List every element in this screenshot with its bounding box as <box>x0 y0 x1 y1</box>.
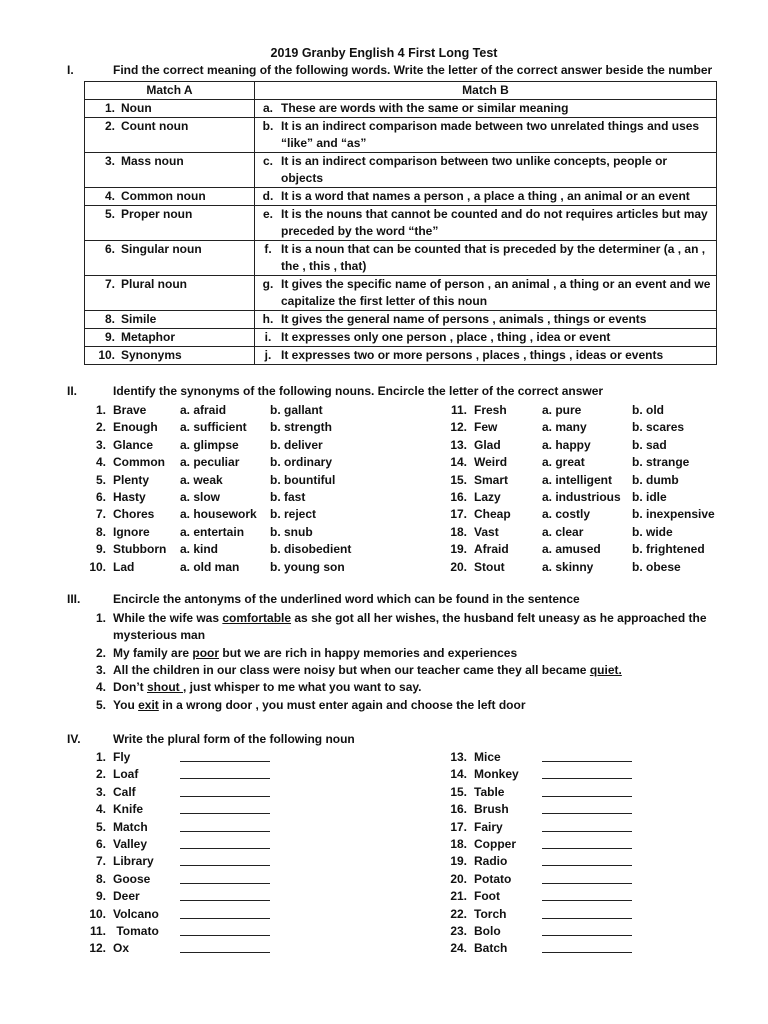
answer-blank[interactable] <box>180 853 270 866</box>
answer-blank[interactable] <box>180 888 270 901</box>
plural-word: Fairy <box>474 819 503 834</box>
plural-number: 9. <box>95 889 106 904</box>
match-row <box>85 329 717 347</box>
answer-blank[interactable] <box>542 819 632 832</box>
plural-word: Batch <box>474 941 508 956</box>
header-match-b: Match B <box>255 82 717 100</box>
match-b-cell <box>255 188 717 206</box>
match-row <box>85 311 717 329</box>
synonym-number: 11. <box>450 403 467 417</box>
option-a[interactable]: a. old man <box>180 559 240 574</box>
option-b[interactable]: b. strange <box>632 455 690 470</box>
answer-blank[interactable] <box>542 940 632 953</box>
match-b-meaning: It is an indirect comparison made between two unrelated things and uses “like” and “as” <box>281 119 700 150</box>
match-b-meaning: It is a noun that can be counted that is preceded by the determiner (a , an , the , this , that) <box>281 242 706 273</box>
plural-number: 17. <box>450 819 467 834</box>
plural-word: Calf <box>113 784 136 799</box>
synonym-word: Vast <box>474 524 499 539</box>
plural-word: Radio <box>474 854 508 869</box>
antonym-number: 2. <box>95 645 106 660</box>
synonym-word: Brave <box>113 403 147 417</box>
match-b-cell <box>255 100 717 118</box>
option-a[interactable]: a. industrious <box>542 490 621 504</box>
synonym-word: Stout <box>474 559 505 574</box>
synonym-number: 20. <box>450 559 467 574</box>
match-a-term: Singular noun <box>121 242 202 256</box>
synonym-number: 5. <box>95 472 106 487</box>
sentence-after: in a wrong door , you must enter again and choose the left door <box>158 697 526 712</box>
section-1-number: I. <box>67 63 74 77</box>
option-b[interactable]: b. scares <box>632 420 685 435</box>
antonym-number: 5. <box>95 697 106 712</box>
option-b[interactable]: b. reject <box>270 507 317 522</box>
plural-number: 15. <box>450 784 467 799</box>
section-4-number: IV. <box>67 732 81 746</box>
plural-number: 7. <box>95 854 106 869</box>
plural-word: Brush <box>474 802 509 817</box>
answer-blank[interactable] <box>180 784 270 797</box>
answer-blank[interactable] <box>180 836 270 849</box>
section-2-instruction: Identify the synonyms of the following nouns. Encircle the letter of the correct answer <box>113 384 604 398</box>
match-row <box>85 118 717 153</box>
synonym-number: 1. <box>95 403 106 417</box>
match-b-letter: f. <box>264 242 272 256</box>
antonym-sentence <box>113 679 421 696</box>
synonym-number: 6. <box>95 490 106 504</box>
match-table <box>84 81 717 365</box>
match-a-cell <box>85 276 255 311</box>
answer-blank[interactable] <box>542 749 632 762</box>
synonym-word: Afraid <box>474 542 509 557</box>
sentence-before: While the wife was <box>113 611 223 625</box>
answer-blank[interactable] <box>180 766 270 779</box>
plural-number: 18. <box>450 837 467 851</box>
antonym-number: 1. <box>95 611 106 625</box>
match-b-cell <box>255 153 717 188</box>
option-b[interactable]: b. dumb <box>632 472 679 487</box>
match-b-meaning: It expresses two or more persons , places , things , ideas or events <box>281 348 664 362</box>
underlined-word: poor <box>192 645 220 660</box>
synonym-word: Ignore <box>113 524 150 539</box>
match-a-cell <box>85 311 255 329</box>
option-a[interactable]: a. intelligent <box>542 472 613 487</box>
synonym-number: 14. <box>450 455 467 470</box>
match-a-number: 5. <box>104 207 115 221</box>
plural-word: Ox <box>113 941 130 956</box>
plural-word: Torch <box>474 906 507 921</box>
section-4-instruction: Write the plural form of the following noun <box>113 732 355 746</box>
match-b-letter: h. <box>262 312 274 326</box>
match-a-cell <box>85 118 255 153</box>
match-table-header <box>85 82 717 100</box>
option-b[interactable]: b. sad <box>632 437 667 452</box>
match-b-cell <box>255 329 717 347</box>
option-a[interactable]: a. sufficient <box>180 420 247 435</box>
plural-number: 12. <box>89 941 106 956</box>
option-a[interactable]: a. peculiar <box>180 455 240 470</box>
answer-blank[interactable] <box>542 906 632 919</box>
section-2-number: II. <box>67 384 78 398</box>
option-b[interactable]: b. disobedient <box>270 542 352 557</box>
plural-number: 4. <box>95 802 106 817</box>
plural-number: 8. <box>95 871 106 886</box>
plural-word: Foot <box>474 889 500 904</box>
synonym-word: Chores <box>113 507 155 522</box>
antonym-sentence <box>113 610 707 627</box>
sentence-continued: mysterious man <box>113 628 206 643</box>
plural-number: 3. <box>95 784 106 799</box>
plural-word: Bolo <box>474 924 501 938</box>
option-a[interactable]: a. weak <box>180 472 223 487</box>
plural-number: 10. <box>89 906 106 921</box>
option-a[interactable]: a. skinny <box>542 559 594 574</box>
plural-number: 14. <box>450 767 467 782</box>
underlined-word: quiet. <box>589 662 622 677</box>
option-a[interactable]: a. kind <box>180 542 219 557</box>
synonym-number: 4. <box>95 455 106 470</box>
synonym-word: Fresh <box>474 403 507 417</box>
match-a-number: 2. <box>104 119 115 133</box>
match-b-cell <box>255 347 717 365</box>
answer-blank[interactable] <box>542 836 632 849</box>
match-b-letter: j. <box>264 348 272 362</box>
answer-blank[interactable] <box>180 940 270 953</box>
match-b-cell <box>255 276 717 311</box>
antonym-sentence <box>113 662 622 679</box>
match-b-meaning: It is an indirect comparison between two unlike concepts, people or objects <box>281 154 668 185</box>
sentence-before: You <box>113 697 139 712</box>
match-a-term: Simile <box>121 312 157 326</box>
option-b[interactable]: b. ordinary <box>270 455 333 470</box>
synonym-number: 18. <box>450 524 467 539</box>
synonym-word: Smart <box>474 472 509 487</box>
plural-word: Goose <box>113 871 151 886</box>
plural-number: 22. <box>450 906 467 921</box>
synonym-word: Glad <box>474 437 501 452</box>
match-table-body <box>85 100 717 365</box>
plural-number: 1. <box>95 750 106 764</box>
match-a-term: Count noun <box>121 119 189 133</box>
option-b[interactable]: b. strength <box>270 420 332 435</box>
synonym-word: Stubborn <box>113 542 167 557</box>
answer-blank[interactable] <box>542 923 632 936</box>
match-a-number: 3. <box>104 154 115 168</box>
antonym-number: 4. <box>95 680 106 695</box>
match-b-cell <box>255 241 717 276</box>
antonym-number: 3. <box>95 662 106 677</box>
header-match-a: Match A <box>85 82 255 100</box>
synonym-number: 7. <box>95 507 106 522</box>
plural-word: Monkey <box>474 767 519 782</box>
match-b-meaning: These are words with the same or similar meaning <box>281 101 569 115</box>
match-row <box>85 347 717 365</box>
match-a-term: Proper noun <box>121 207 193 221</box>
match-b-meaning: It expresses only one person , place , thing , idea or event <box>281 330 611 344</box>
option-b[interactable]: b. idle <box>632 490 667 504</box>
synonym-number: 19. <box>450 542 467 557</box>
plural-number: 5. <box>95 819 106 834</box>
match-b-letter: a. <box>262 101 273 115</box>
plural-number: 6. <box>95 837 106 851</box>
match-b-letter: i. <box>264 330 272 344</box>
plural-word: Match <box>113 819 148 834</box>
plural-word: Knife <box>113 802 143 817</box>
synonym-number: 8. <box>95 524 106 539</box>
synonym-number: 3. <box>95 437 106 452</box>
synonym-number: 17. <box>450 507 467 522</box>
plural-word: Fly <box>113 750 131 764</box>
answer-blank[interactable] <box>542 888 632 901</box>
answer-blank[interactable] <box>542 784 632 797</box>
option-b[interactable]: b. deliver <box>270 437 323 452</box>
plural-number: 21. <box>450 889 467 904</box>
option-b[interactable]: b. frightened <box>632 542 705 557</box>
match-row <box>85 241 717 276</box>
match-b-letter: e. <box>262 207 273 221</box>
synonym-word: Lad <box>113 559 135 574</box>
plural-word: Tomato <box>113 924 159 938</box>
plural-word: Valley <box>113 837 148 851</box>
match-row <box>85 276 717 311</box>
sentence-after: , just whisper to me what you want to say. <box>183 680 422 695</box>
match-b-meaning: It is a word that names a person , a place a thing , an animal or an event <box>281 189 690 203</box>
answer-blank[interactable] <box>542 801 632 814</box>
option-a[interactable]: a. pure <box>542 403 582 417</box>
synonym-number: 12. <box>450 420 467 435</box>
plural-number: 13. <box>450 750 467 764</box>
sentence-before: Don’t <box>113 680 147 695</box>
answer-blank[interactable] <box>542 853 632 866</box>
match-b-letter: d. <box>262 189 274 203</box>
option-b[interactable]: b. bountiful <box>270 472 336 487</box>
option-a[interactable]: a. many <box>542 420 587 435</box>
sentence-before: All the children in our class were noisy but when our teacher came they all became <box>113 662 590 677</box>
plural-word: Deer <box>113 889 140 904</box>
match-b-letter: c. <box>262 154 273 168</box>
match-b-meaning: It is the nouns that cannot be counted and do not requires articles but may preceded by the word “the” <box>281 207 708 238</box>
page-title: 2019 Granby English 4 First Long Test <box>270 46 498 60</box>
match-b-meaning: It gives the specific name of person , an animal , a thing or an event and we capitalize the first letter of this noun <box>281 277 711 308</box>
match-a-number: 10. <box>98 348 115 362</box>
match-b-meaning: It gives the general name of persons , animals , things or events <box>281 312 647 326</box>
plural-word: Volcano <box>113 906 159 921</box>
synonym-word: Enough <box>113 420 158 435</box>
answer-blank[interactable] <box>180 906 270 919</box>
match-b-cell <box>255 118 717 153</box>
option-a[interactable]: a. afraid <box>180 403 227 417</box>
plural-number: 16. <box>450 802 467 817</box>
match-row <box>85 100 717 118</box>
underlined-word: comfortable <box>222 611 292 625</box>
answer-blank[interactable] <box>180 749 270 762</box>
option-b[interactable]: b. old <box>632 403 664 417</box>
synonym-word: Glance <box>113 437 154 452</box>
match-a-number: 4. <box>104 189 115 203</box>
plural-number: 20. <box>450 871 467 886</box>
match-a-number: 6. <box>104 242 115 256</box>
match-a-cell <box>85 153 255 188</box>
synonym-word: Plenty <box>113 472 150 487</box>
match-row <box>85 188 717 206</box>
match-a-term: Metaphor <box>121 330 175 344</box>
option-a[interactable]: a. costly <box>542 507 591 522</box>
section-3-number: III. <box>67 592 81 606</box>
option-b[interactable]: b. obese <box>632 559 681 574</box>
match-a-cell <box>85 100 255 118</box>
underlined-word: shout <box>147 680 183 695</box>
match-a-cell <box>85 206 255 241</box>
match-a-number: 1. <box>104 101 115 115</box>
section-1-instruction: Find the correct meaning of the following words. Write the letter of the correct answer beside the number <box>113 63 713 77</box>
option-b[interactable]: b. young son <box>270 559 345 574</box>
synonym-number: 16. <box>450 490 467 504</box>
synonym-number: 13. <box>450 437 467 452</box>
match-b-letter: b. <box>262 119 274 133</box>
underlined-word: exit <box>138 697 159 712</box>
synonym-number: 2. <box>95 420 106 435</box>
plural-number: 19. <box>450 854 467 869</box>
match-a-term: Plural noun <box>121 277 187 291</box>
antonym-sentence <box>113 697 526 714</box>
answer-blank[interactable] <box>542 871 632 884</box>
option-a[interactable]: a. amused <box>542 542 601 557</box>
match-a-cell <box>85 188 255 206</box>
option-b[interactable]: b. wide <box>632 524 673 539</box>
synonym-number: 15. <box>450 472 467 487</box>
sentence-before: My family are <box>113 645 193 660</box>
option-a[interactable]: a. happy <box>542 437 591 452</box>
plural-number: 11. <box>89 924 106 938</box>
match-a-term: Common noun <box>121 189 206 203</box>
answer-blank[interactable] <box>180 819 270 832</box>
match-b-cell <box>255 206 717 241</box>
synonym-word: Weird <box>474 455 508 470</box>
sentence-after: as she got all her wishes, the husband felt uneasy as he approached the <box>291 611 707 625</box>
match-b-letter: g. <box>262 277 274 291</box>
match-a-cell <box>85 241 255 276</box>
synonym-word: Lazy <box>474 490 501 504</box>
option-b[interactable]: b. gallant <box>270 403 323 417</box>
option-b[interactable]: b. fast <box>270 490 306 504</box>
option-b[interactable]: b. snub <box>270 524 313 539</box>
synonym-number: 10. <box>89 559 106 574</box>
plural-number: 2. <box>95 767 106 782</box>
match-b-cell <box>255 311 717 329</box>
synonym-word: Hasty <box>113 490 146 504</box>
plural-number: 23. <box>450 924 467 938</box>
synonym-word: Cheap <box>474 507 511 522</box>
synonym-number: 9. <box>95 542 106 557</box>
answer-blank[interactable] <box>180 801 270 814</box>
antonym-sentence <box>113 645 517 662</box>
option-a[interactable]: a. clear <box>542 524 584 539</box>
option-b[interactable]: b. inexpensive <box>632 507 715 522</box>
match-a-cell <box>85 347 255 365</box>
sentence-after: but we are rich in happy memories and experiences <box>219 645 518 660</box>
plural-word: Loaf <box>113 767 139 782</box>
match-row <box>85 206 717 241</box>
synonym-word: Common <box>113 455 165 470</box>
option-a[interactable]: a. slow <box>180 490 221 504</box>
synonym-word: Few <box>474 420 498 435</box>
answer-blank[interactable] <box>180 923 270 936</box>
plural-word: Table <box>474 784 505 799</box>
answer-blank[interactable] <box>180 871 270 884</box>
match-a-term: Noun <box>121 101 152 115</box>
match-a-number: 9. <box>104 330 115 344</box>
match-a-cell <box>85 329 255 347</box>
match-a-number: 7. <box>104 277 115 291</box>
match-row <box>85 153 717 188</box>
plural-word: Mice <box>474 750 501 764</box>
plural-number: 24. <box>450 941 467 956</box>
match-a-term: Mass noun <box>121 154 184 168</box>
option-a[interactable]: a. entertain <box>180 524 245 539</box>
option-a[interactable]: a. great <box>542 455 585 470</box>
plural-word: Copper <box>474 837 516 851</box>
answer-blank[interactable] <box>542 766 632 779</box>
match-a-term: Synonyms <box>121 348 182 362</box>
plural-word: Potato <box>474 871 512 886</box>
plural-word: Library <box>113 854 154 869</box>
section-3-instruction: Encircle the antonyms of the underlined word which can be found in the sentence <box>113 592 580 606</box>
match-a-number: 8. <box>104 312 115 326</box>
option-a[interactable]: a. housework <box>180 507 257 522</box>
option-a[interactable]: a. glimpse <box>180 437 239 452</box>
